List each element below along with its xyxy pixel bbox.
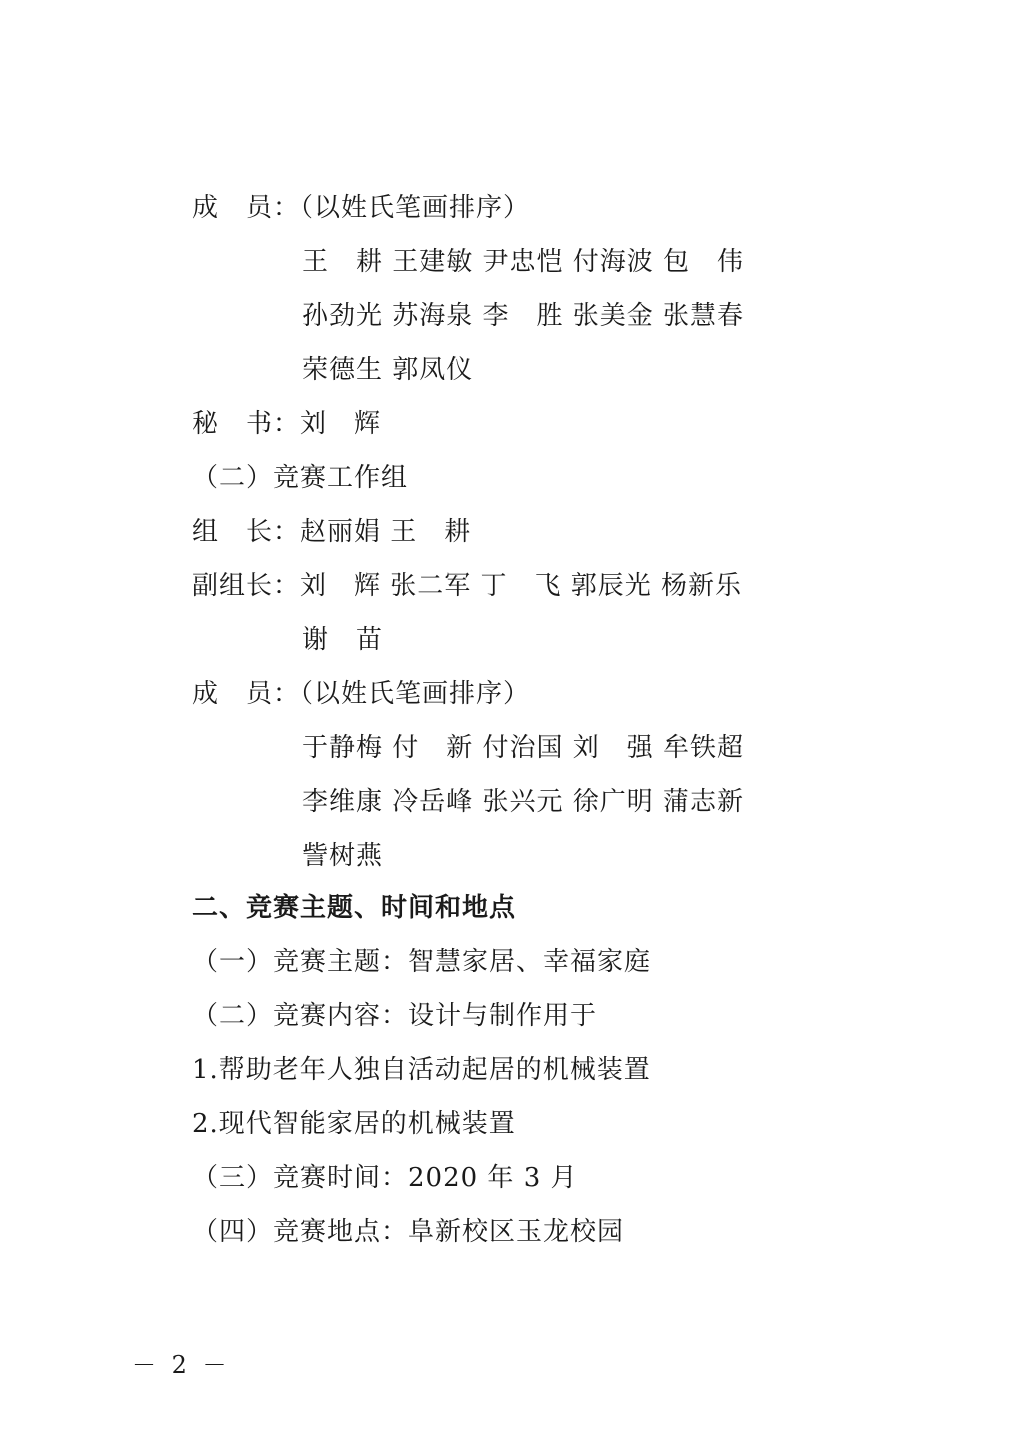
work-group-members-row: 李维康 冷岳峰 张兴元 徐广明 蒲志新 (302, 787, 745, 817)
page-number: － 2 － (132, 1351, 231, 1379)
work-group-title: （二）竞赛工作组 (192, 463, 409, 493)
committee-members-row: 王 耕 王建敏 尹忠恺 付海波 包 伟 (302, 247, 745, 277)
section-two-heading: 二、竞赛主题、时间和地点 (192, 893, 517, 923)
committee-secretary: 秘 书：刘 辉 (192, 409, 382, 439)
work-group-leader: 组 长：赵丽娟 王 耕 (192, 517, 472, 547)
committee-members-label: 成 员：（以姓氏笔画排序） (192, 193, 531, 223)
work-group-members-label: 成 员：（以姓氏笔画排序） (192, 679, 531, 709)
competition-content: （二）竞赛内容：设计与制作用于 (192, 1001, 598, 1031)
work-group-deputy-continued: 谢 苗 (302, 625, 384, 655)
competition-place: （四）竞赛地点：阜新校区玉龙校园 (192, 1217, 625, 1247)
content-item-1: 1.帮助老年人独自活动起居的机械装置 (192, 1055, 651, 1085)
content-item-2: 2.现代智能家居的机械装置 (192, 1109, 516, 1139)
work-group-members-row: 于静梅 付 新 付治国 刘 强 牟铁超 (302, 733, 745, 763)
committee-members-row: 孙劲光 苏海泉 李 胜 张美金 张慧春 (302, 301, 745, 331)
committee-members-row: 荣德生 郭凤仪 (302, 355, 474, 385)
competition-time: （三）竞赛时间：2020 年 3 月 (192, 1163, 578, 1193)
work-group-members-row: 訾树燕 (302, 841, 384, 871)
competition-theme: （一）竞赛主题：智慧家居、幸福家庭 (192, 947, 652, 977)
work-group-deputy: 副组长：刘 辉 张二军 丁 飞 郭辰光 杨新乐 (192, 571, 743, 601)
